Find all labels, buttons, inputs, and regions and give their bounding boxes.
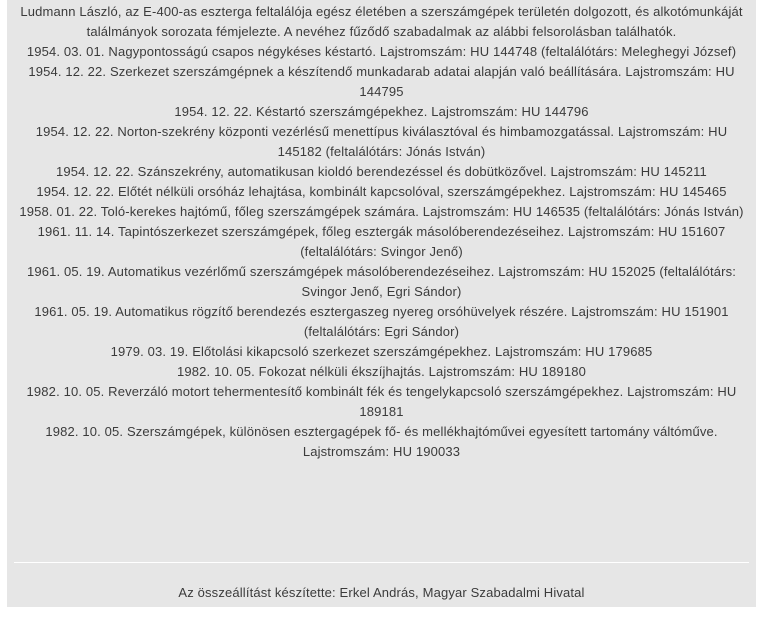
patent-item: 1954. 12. 22. Norton-szekrény központi vezérlésű menettípus kiválasztóval és himbamozgatással. Lajstromszám: HU 145182 (feltalálótárs: Jónás István) [35,124,728,159]
patent-item: 1961. 11. 14. Tapintószerkezet szerszámgépek, főleg esztergák másolóberendezéseihez. Lajstromszám: HU 151607 (feltalálótárs: Svingor Jenő) [37,224,726,259]
patent-item: 1982. 10. 05. Szerszámgépek, különösen esztergagépek fő- és mellékhajtóművei egyesített tartomány váltóműve. Lajstromszám: HU 190033 [45,424,718,459]
patent-item: 1958. 01. 22. Toló-kerekes hajtómű, főleg szerszámgépek számára. Lajstromszám: HU 146535 (feltalálótárs: Jónás István) [19,204,744,219]
patent-item: 1982. 10. 05. Reverzáló motort tehermentesítő kombinált fék és tengelykapcsoló szerszámgépekhez. Lajstromszám: HU 189181 [26,384,737,419]
patent-item: 1982. 10. 05. Fokozat nélküli ékszíjhajtás. Lajstromszám: HU 189180 [177,364,586,379]
patent-item: 1954. 12. 22. Előtét nélküli orsóház lehajtása, kombinált kapcsolóval, szerszámgépekhez. Lajstromszám: HU 145465 [36,184,727,199]
intro-paragraph: Ludmann László, az E-400-as eszterga feltalálója egész életében a szerszámgépek területén dolgozott, és alkotómunkáját találmányok sorozata fémjelezte. A nevéhez fűződő szabadalmak az alábbi felsorolásban találhatók. [20,4,743,39]
patent-item: 1979. 03. 19. Előtolási kikapcsoló szerkezet szerszámgépekhez. Lajstromszám: HU 179685 [110,344,653,359]
patent-list-content [7,2,756,462]
patent-list-panel [7,0,756,607]
patent-item: 1954. 03. 01. Nagypontosságú csapos négykéses késtartó. Lajstromszám: HU 144748 (feltalálótárs: Meleghegyi József) [26,44,737,59]
patent-item: 1961. 05. 19. Automatikus rögzítő berendezés esztergaszeg nyereg orsóhüvelyek részére. Lajstromszám: HU 151901 (feltalálótárs: Egri Sándor) [34,304,729,339]
patent-item: 1954. 12. 22. Szerkezet szerszámgépnek a készítendő munkadarab adatai alapján való beállítására. Lajstromszám: HU 144795 [28,64,735,99]
patent-item: 1961. 05. 19. Automatikus vezérlőmű szerszámgépek másolóberendezéseihez. Lajstromszám: HU 152025 (feltalálótárs: Svingor Jenő, Egri Sándor) [26,264,737,299]
patent-item: 1954. 12. 22. Szánszekrény, automatikusan kioldó berendezéssel és dobütközővel. Lajstromszám: HU 145211 [56,164,707,179]
divider [14,562,749,563]
patent-item: 1954. 12. 22. Késtartó szerszámgépekhez. Lajstromszám: HU 144796 [174,104,589,119]
credit-line: Az összeállítást készítette: Erkel András, Magyar Szabadalmi Hivatal [178,585,585,600]
